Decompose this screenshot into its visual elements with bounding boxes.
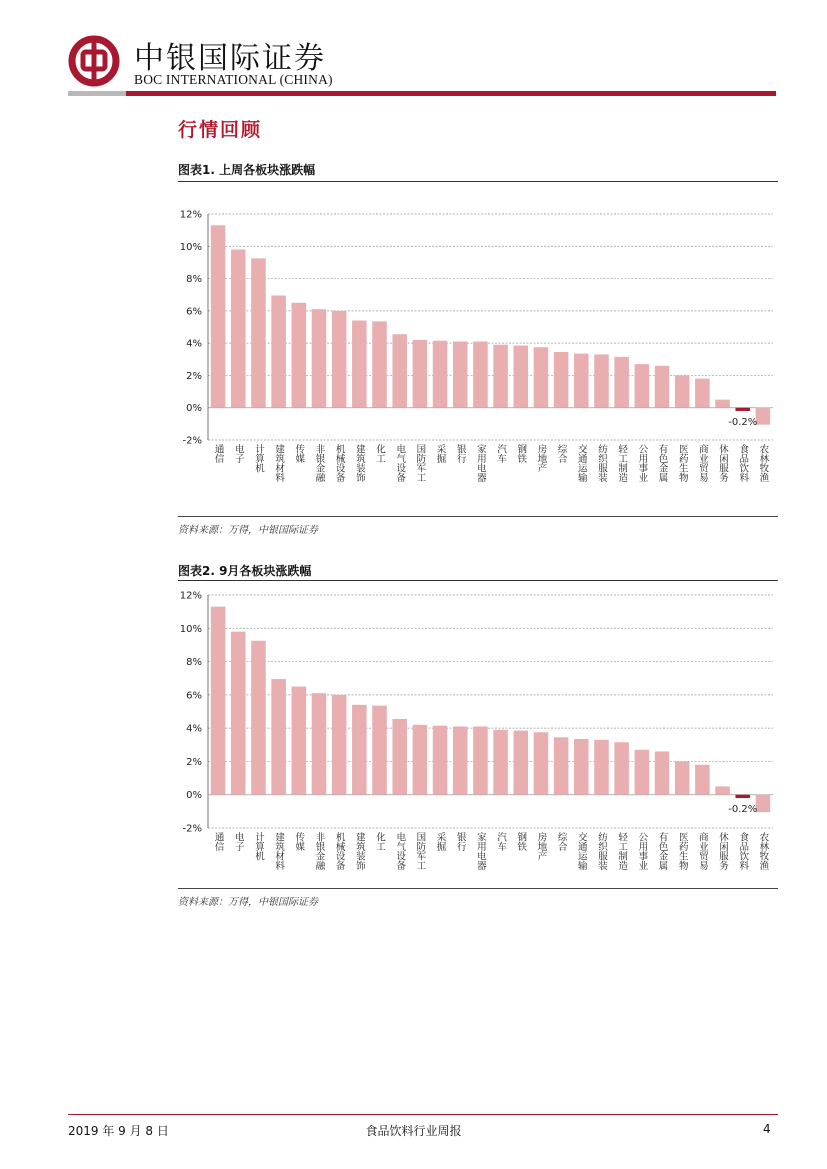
chart1-x-tick-label: 机械设备: [333, 444, 345, 482]
chart1-bar: [352, 321, 367, 408]
chart2-bar: [635, 750, 650, 795]
figure-1-source: 资料来源：万得，中银国际证券: [178, 525, 318, 536]
chart2-x-tick-label: 家用电器: [474, 832, 486, 870]
chart2-y-tick-label: 4%: [186, 723, 202, 735]
chart2-bar: [554, 737, 569, 794]
chart1-bar: [231, 250, 246, 408]
chart2-data-label: -0.2%: [728, 804, 758, 816]
header-divider-gray: [68, 91, 126, 96]
chart2-x-tick-label: 公用事业: [636, 832, 648, 870]
chart2-x-tick-label: 纺织服装: [595, 832, 607, 870]
chart2-bar: [594, 740, 609, 795]
chart1-y-tick-label: 2%: [186, 370, 202, 382]
chart1-bar: [251, 258, 266, 407]
chart1-x-tick-label: 农林牧渔: [757, 444, 769, 482]
chart1-x-tick-label: 化工: [374, 444, 386, 463]
chart2-bar: [332, 695, 347, 795]
chart1-x-tick-label: 交通运输: [575, 444, 587, 482]
chart1-x-tick-label: 房地产: [535, 444, 547, 473]
chart2-bar: [473, 726, 488, 794]
chart1-x-tick-label: 纺织服装: [595, 444, 607, 482]
figure-1-bottom-rule: [178, 516, 778, 517]
chart1-bar: [534, 347, 549, 408]
chart2-x-tick-label: 商业贸易: [696, 832, 708, 870]
figure-2-top-rule: [178, 580, 778, 581]
chart2-bar: [271, 679, 286, 795]
chart1-y-tick-label: 0%: [186, 403, 202, 415]
chart2-x-tick-label: 医药生物: [676, 832, 688, 870]
chart1-x-tick-label: 汽车: [495, 444, 507, 463]
chart1-x-tick-label: 食品饮料: [737, 444, 749, 482]
chart1-bar: [655, 366, 670, 408]
chart2-bar: [514, 731, 529, 795]
chart2-x-tick-label: 休闲服务: [717, 832, 729, 870]
chart1-bar: [413, 340, 428, 408]
chart1-y-tick-label: 8%: [186, 274, 202, 286]
chart1-bar: [372, 321, 387, 407]
chart1-y-tick-label: 6%: [186, 306, 202, 318]
chart2-bar: [675, 761, 690, 794]
section-title: 行情回顾: [178, 119, 263, 141]
chart1-bar: [594, 354, 609, 407]
footer-report-title: 食品饮料行业周报: [365, 1124, 462, 1138]
chart2-x-tick-label: 电气设备: [394, 832, 406, 870]
chart1-x-tick-label: 建筑装饰: [353, 444, 365, 482]
chart1-bar: [715, 400, 730, 408]
chart2-x-tick-label: 轻工制造: [616, 832, 628, 870]
chart1-x-tick-label: 通信: [212, 444, 224, 463]
chart1-x-tick-label: 电气设备: [394, 444, 406, 482]
chart2-x-tick-label: 机械设备: [333, 832, 345, 870]
chart1-bar: [332, 311, 347, 408]
chart2-bar: [433, 726, 448, 795]
chart2-x-tick-label: 银行: [454, 832, 466, 851]
footer-date: 2019 年 9 月 8 日: [68, 1124, 169, 1138]
chart2-bar: [413, 725, 428, 795]
chart1-x-tick-label: 商业贸易: [696, 444, 708, 482]
chart1-x-tick-label: 钢铁: [515, 444, 527, 463]
chart2-x-tick-label: 非银金融: [313, 832, 325, 870]
figure-1-title: 图表1. 上周各板块涨跌幅: [178, 163, 316, 177]
figure-2-chart: [170, 585, 780, 885]
chart2-bar: [251, 641, 266, 795]
chart2-bar: [534, 732, 549, 794]
chart2-x-tick-label: 电子: [232, 832, 244, 851]
chart2-x-tick-label: 汽车: [495, 832, 507, 851]
chart1-x-tick-label: 采掘: [434, 444, 446, 463]
chart2-x-tick-label: 建筑装饰: [353, 832, 365, 870]
chart2-x-tick-label: 有色金属: [656, 832, 668, 870]
brand-name-cn: 中银国际证券: [134, 41, 326, 76]
chart1-bar: [292, 303, 307, 408]
chart1-x-tick-label: 综合: [555, 444, 567, 463]
boc-logo-icon: [68, 35, 120, 87]
chart1-x-tick-label: 公用事业: [636, 444, 648, 482]
chart2-bar: [372, 706, 387, 795]
chart1-x-tick-label: 计算机: [252, 444, 264, 473]
chart2-bar: [614, 742, 629, 794]
chart1-bar: [514, 346, 529, 408]
chart1-x-tick-label: 有色金属: [656, 444, 668, 482]
chart1-x-tick-label: 休闲服务: [717, 444, 729, 482]
chart2-bar: [756, 795, 771, 812]
figure-1-chart: [170, 190, 780, 515]
chart1-x-tick-label: 传媒: [293, 444, 305, 463]
chart2-x-tick-label: 食品饮料: [737, 832, 749, 870]
chart1-y-tick-label: 4%: [186, 338, 202, 350]
chart1-bar: [211, 225, 226, 407]
chart2-bar: [292, 687, 307, 795]
chart2-x-tick-label: 综合: [555, 832, 567, 851]
chart1-data-label: -0.2%: [728, 416, 758, 428]
footer-page-number: 4: [763, 1122, 771, 1136]
chart1-y-tick-label: 10%: [179, 241, 202, 253]
chart2-y-tick-label: 0%: [186, 790, 202, 802]
chart1-bar: [635, 364, 650, 408]
chart2-y-tick-label: 6%: [186, 690, 202, 702]
chart2-x-tick-label: 房地产: [535, 832, 547, 861]
chart2-bar: [211, 607, 226, 795]
chart1-bar: [675, 375, 690, 407]
chart2-bar: [715, 786, 730, 794]
chart2-bar: [695, 765, 710, 795]
chart2-x-tick-label: 传媒: [293, 832, 305, 851]
chart2-bar: [312, 693, 327, 795]
chart1-x-tick-label: 电子: [232, 444, 244, 463]
chart2-x-tick-label: 农林牧渔: [757, 832, 769, 870]
chart2-x-tick-label: 交通运输: [575, 832, 587, 870]
chart2-y-tick-label: 12%: [179, 590, 202, 602]
chart1-bar: [392, 334, 407, 407]
brand-name-en: BOC INTERNATIONAL (CHINA): [134, 72, 333, 87]
chart2-x-tick-label: 采掘: [434, 832, 446, 851]
chart1-y-tick-label: 12%: [179, 209, 202, 221]
chart2-bar: [493, 730, 508, 795]
chart1-bar: [735, 408, 750, 411]
chart1-bar: [695, 379, 710, 408]
figure-2-source: 资料来源：万得，中银国际证券: [178, 897, 318, 908]
chart2-x-tick-label: 计算机: [252, 832, 264, 861]
chart2-x-tick-label: 化工: [374, 832, 386, 851]
chart1-x-tick-label: 医药生物: [676, 444, 688, 482]
chart1-x-tick-label: 国防军工: [414, 444, 426, 482]
chart2-bar: [735, 795, 750, 798]
chart2-x-tick-label: 钢铁: [515, 832, 527, 851]
chart1-bar: [271, 296, 286, 408]
chart1-x-tick-label: 轻工制造: [616, 444, 628, 482]
chart2-bar: [352, 705, 367, 795]
figure-2-title: 图表2. 9月各板块涨跌幅: [178, 564, 312, 578]
chart1-bar: [574, 354, 589, 408]
chart2-y-tick-label: 10%: [179, 623, 202, 635]
footer-divider: [68, 1114, 778, 1115]
chart2-bar: [655, 751, 670, 794]
chart1-bar: [473, 342, 488, 408]
figure-1-top-rule: [178, 181, 778, 182]
chart1-x-tick-label: 家用电器: [474, 444, 486, 482]
chart1-x-tick-label: 非银金融: [313, 444, 325, 482]
chart1-y-tick-label: -2%: [182, 435, 202, 447]
chart1-bar: [614, 357, 629, 408]
chart2-x-tick-label: 通信: [212, 832, 224, 851]
chart2-bar: [453, 726, 468, 794]
chart1-x-tick-label: 银行: [454, 444, 466, 463]
chart2-bar: [392, 719, 407, 795]
chart1-bar: [433, 341, 448, 408]
header-divider-red: [126, 91, 776, 96]
chart2-x-tick-label: 国防军工: [414, 832, 426, 870]
figure-2-bottom-rule: [178, 888, 778, 889]
chart2-bar: [574, 739, 589, 795]
chart2-y-tick-label: 8%: [186, 657, 202, 669]
chart1-bar: [554, 352, 569, 408]
chart1-bar: [453, 342, 468, 408]
chart2-y-tick-label: -2%: [182, 823, 202, 835]
chart1-bar: [493, 345, 508, 408]
chart2-y-tick-label: 2%: [186, 756, 202, 768]
chart2-x-tick-label: 建筑材料: [273, 832, 285, 870]
chart1-bar: [312, 309, 327, 407]
chart2-bar: [231, 632, 246, 795]
chart1-bar: [756, 408, 771, 425]
chart1-x-tick-label: 建筑材料: [273, 444, 285, 482]
